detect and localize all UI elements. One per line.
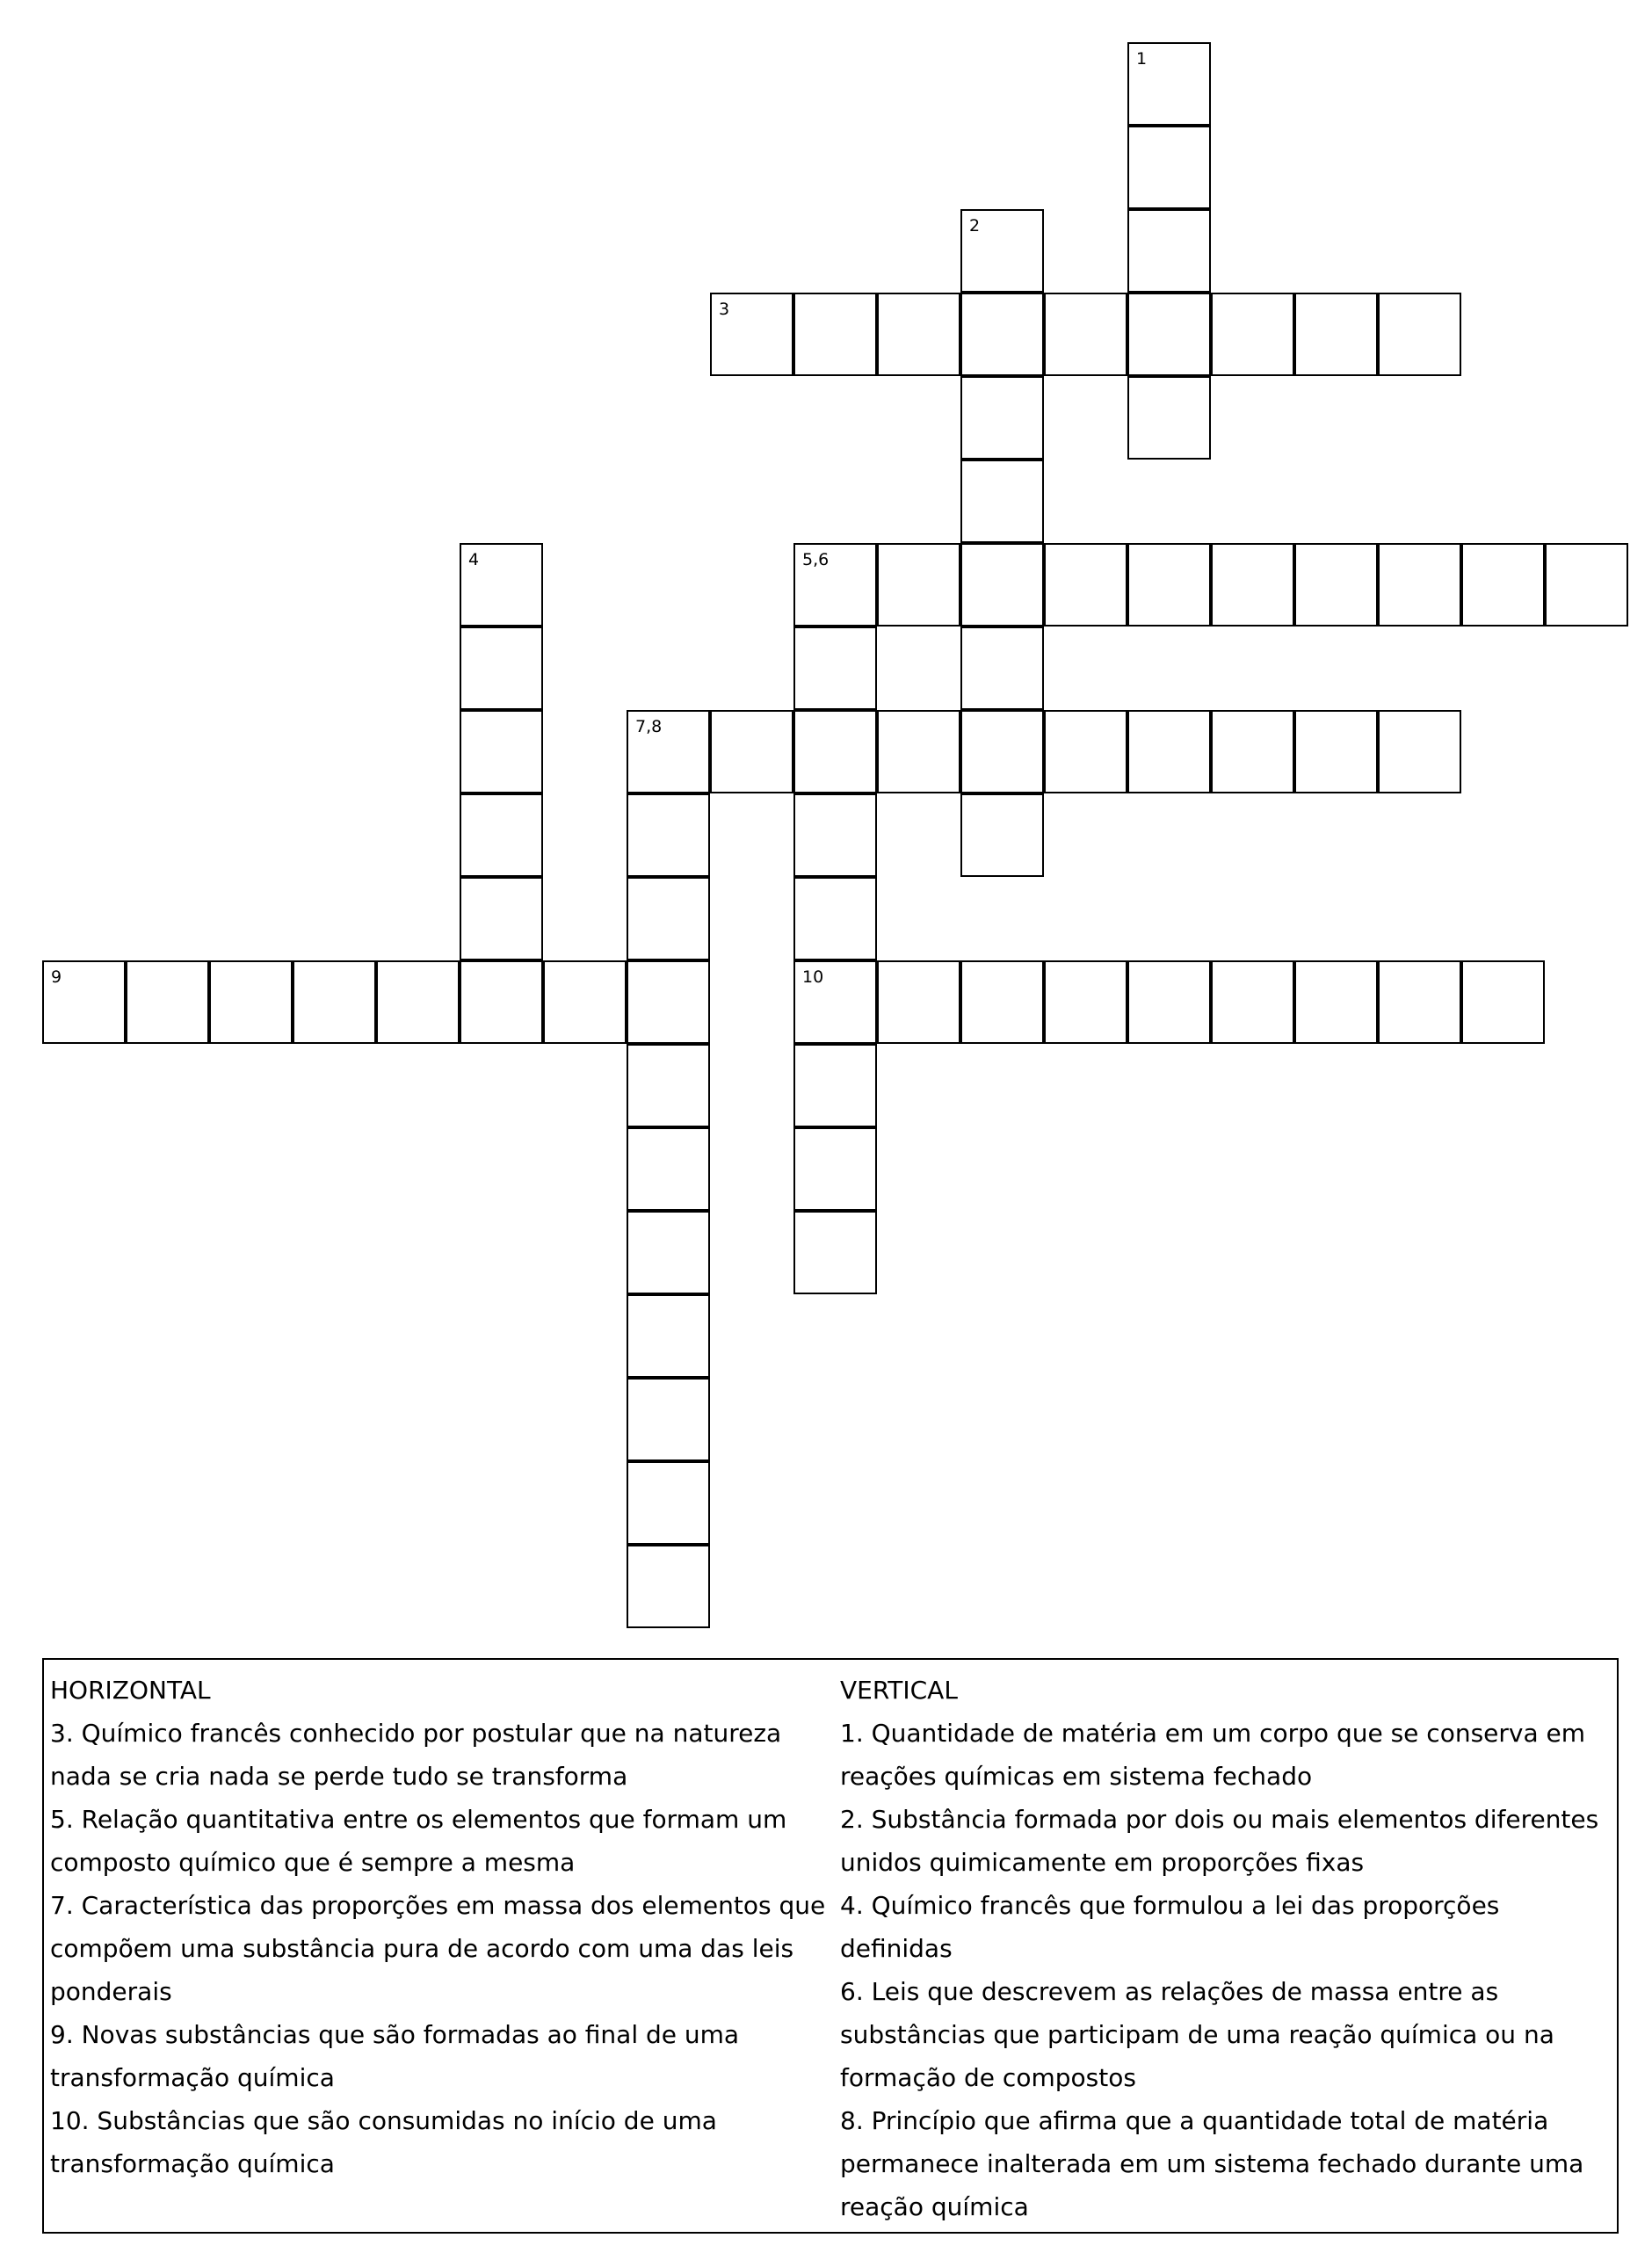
clues-vertical-heading: VERTICAL (840, 1676, 958, 1705)
crossword-cell[interactable] (960, 376, 1044, 460)
crossword-cell[interactable] (42, 960, 126, 1044)
crossword-cell[interactable] (1294, 710, 1378, 793)
crossword-cell[interactable] (209, 960, 293, 1044)
crossword-cell[interactable] (1211, 960, 1294, 1044)
crossword-cell[interactable] (627, 960, 710, 1044)
clue-number: 10 (802, 967, 824, 987)
crossword-cell[interactable] (460, 793, 543, 877)
crossword-cell[interactable] (960, 543, 1044, 627)
crossword-cell[interactable] (460, 627, 543, 710)
crossword-cell[interactable] (1127, 293, 1211, 376)
crossword-cell[interactable] (1211, 293, 1294, 376)
clue-horizontal-5: 5. Relação quantitativa entre os elementos que formam um composto químico que é sempre a mesma (50, 1805, 787, 1877)
clue-number: 5,6 (802, 550, 830, 569)
crossword-cell[interactable] (793, 960, 877, 1044)
crossword-cell[interactable] (460, 710, 543, 793)
crossword-cell[interactable] (627, 877, 710, 960)
clues-horizontal-heading: HORIZONTAL (50, 1676, 211, 1705)
crossword-cell[interactable] (793, 1127, 877, 1211)
crossword-cell[interactable] (793, 793, 877, 877)
crossword-cell[interactable] (1211, 710, 1294, 793)
clue-horizontal-9: 9. Novas substâncias que são formadas ao final de uma transformação química (50, 2020, 740, 2092)
crossword-cell[interactable] (627, 710, 710, 793)
crossword-cell[interactable] (710, 710, 793, 793)
clue-vertical-2: 2. Substância formada por dois ou mais elementos diferentes unidos quimicamente em proporções fixas (840, 1805, 1599, 1877)
clue-vertical-8: 8. Princípio que afirma que a quantidade total de matéria permanece inalterada em um sistema fechado durante uma reação química (840, 2106, 1584, 2221)
crossword-cell[interactable] (1294, 293, 1378, 376)
crossword-cell[interactable] (1294, 960, 1378, 1044)
crossword-cell[interactable] (1127, 960, 1211, 1044)
crossword-cell[interactable] (1127, 710, 1211, 793)
crossword-cell[interactable] (1044, 543, 1127, 627)
crossword-cell[interactable] (877, 710, 960, 793)
crossword-cell[interactable] (877, 293, 960, 376)
crossword-cell[interactable] (627, 1127, 710, 1211)
crossword-cell[interactable] (877, 543, 960, 627)
crossword-cell[interactable] (710, 293, 793, 376)
crossword-cell[interactable] (627, 1461, 710, 1545)
crossword-cell[interactable] (627, 1211, 710, 1294)
crossword-cell[interactable] (627, 1294, 710, 1378)
clues-vertical (840, 1669, 1613, 2228)
crossword-cell[interactable] (877, 960, 960, 1044)
crossword-cell[interactable] (1211, 543, 1294, 627)
crossword-cell[interactable] (1378, 543, 1461, 627)
crossword-cell[interactable] (126, 960, 209, 1044)
crossword-cell[interactable] (960, 293, 1044, 376)
crossword-cell[interactable] (627, 1044, 710, 1127)
crossword-cell[interactable] (1461, 543, 1545, 627)
crossword-cell[interactable] (293, 960, 376, 1044)
crossword-cell[interactable] (960, 793, 1044, 877)
crossword-cell[interactable] (376, 960, 460, 1044)
crossword-cell[interactable] (960, 710, 1044, 793)
crossword-cell[interactable] (793, 1211, 877, 1294)
crossword-cell[interactable] (1378, 293, 1461, 376)
crossword-cell[interactable] (543, 960, 627, 1044)
clue-number: 7,8 (635, 717, 663, 736)
crossword-cell[interactable] (1294, 543, 1378, 627)
clue-number: 3 (719, 300, 730, 319)
crossword-cell[interactable] (1044, 710, 1127, 793)
clue-vertical-4: 4. Químico francês que formulou a lei das proporções definidas (840, 1891, 1500, 1963)
crossword-cell[interactable] (793, 627, 877, 710)
clue-box (42, 1658, 1619, 2234)
clue-horizontal-7: 7. Característica das proporções em massa dos elementos que compõem uma substância pura de acordo com uma das leis ponderais (50, 1891, 826, 2006)
crossword-cell[interactable] (1461, 960, 1545, 1044)
crossword-cell[interactable] (960, 209, 1044, 293)
crossword-cell[interactable] (1127, 543, 1211, 627)
crossword-cell[interactable] (960, 460, 1044, 543)
crossword-cell[interactable] (460, 877, 543, 960)
crossword-cell[interactable] (460, 543, 543, 627)
clue-number: 2 (969, 216, 981, 235)
clue-horizontal-10: 10. Substâncias que são consumidas no início de uma transformação química (50, 2106, 717, 2178)
crossword-cell[interactable] (460, 960, 543, 1044)
crossword-cell[interactable] (627, 1378, 710, 1461)
clues-horizontal (50, 1669, 837, 2185)
crossword-cell[interactable] (1127, 42, 1211, 126)
crossword-cell[interactable] (1127, 209, 1211, 293)
clue-vertical-6: 6. Leis que descrevem as relações de massa entre as substâncias que participam de uma reação química ou na formação de compostos (840, 1977, 1554, 2092)
clue-number: 9 (51, 967, 62, 987)
crossword-cell[interactable] (793, 1044, 877, 1127)
crossword-cell[interactable] (627, 793, 710, 877)
clue-number: 4 (468, 550, 480, 569)
crossword-cell[interactable] (1545, 543, 1628, 627)
crossword-cell[interactable] (1044, 293, 1127, 376)
crossword-cell[interactable] (1127, 126, 1211, 209)
crossword-cell[interactable] (960, 627, 1044, 710)
crossword-cell[interactable] (1127, 376, 1211, 460)
crossword-cell[interactable] (1378, 960, 1461, 1044)
crossword-cell[interactable] (793, 710, 877, 793)
crossword-cell[interactable] (627, 1545, 710, 1628)
crossword-cell[interactable] (793, 543, 877, 627)
crossword-cell[interactable] (793, 877, 877, 960)
crossword-cell[interactable] (793, 293, 877, 376)
clue-number: 1 (1136, 49, 1148, 69)
crossword-cell[interactable] (1378, 710, 1461, 793)
clue-vertical-1: 1. Quantidade de matéria em um corpo que se conserva em reações químicas em sistema fechado (840, 1719, 1586, 1791)
crossword-cell[interactable] (960, 960, 1044, 1044)
crossword-cell[interactable] (1044, 960, 1127, 1044)
clue-horizontal-3: 3. Químico francês conhecido por postular que na natureza nada se cria nada se perde tudo se transforma (50, 1719, 782, 1791)
